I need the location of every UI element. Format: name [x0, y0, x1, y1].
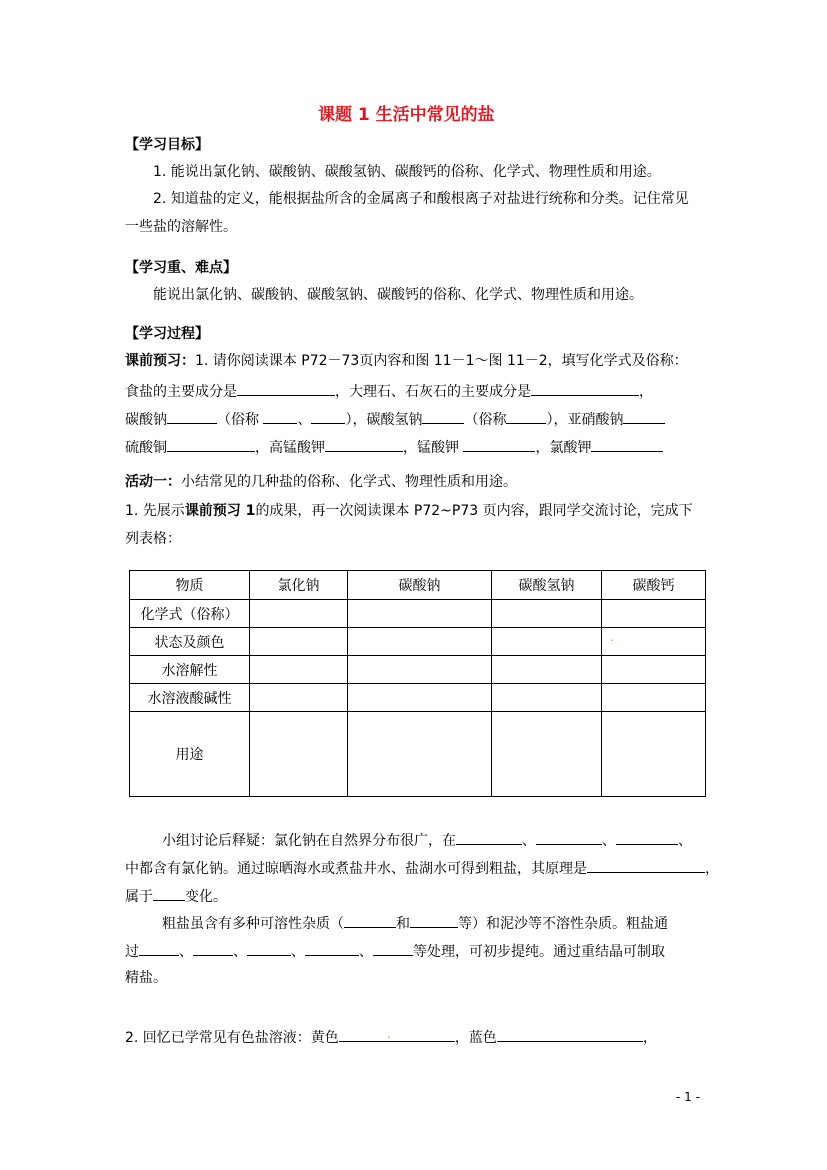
table-cell[interactable]	[602, 656, 706, 684]
answer-blank[interactable]	[263, 409, 297, 424]
text-segment: ，氯酸钾	[535, 440, 592, 456]
answer-blank[interactable]	[305, 941, 359, 956]
key-text: 能说出氯化钠、碳酸钠、碳酸氢钠、碳酸钙的俗称、化学式、物理性质和用途。	[153, 287, 643, 303]
answer-blank[interactable]	[623, 409, 665, 424]
preview-instruction: 1. 请你阅读课本 P72－73页内容和图 11－1～图 11－2，填写化学式及俗称：	[195, 353, 688, 369]
table-cell[interactable]	[492, 712, 602, 797]
text-segment: 等）和泥沙等不溶性杂质。粗盐通	[458, 916, 668, 932]
answer-blank[interactable]	[139, 941, 179, 956]
table-row	[130, 656, 706, 684]
discussion-line-2	[125, 858, 719, 878]
answer-blank[interactable]	[325, 437, 403, 452]
text-segment: 硫酸铜	[125, 440, 167, 456]
table-cell[interactable]	[250, 684, 348, 712]
activity-instruction	[125, 502, 693, 520]
table-row	[130, 712, 706, 797]
text-segment: ），亚硝酸钠	[546, 412, 624, 428]
activity-label: 活动一：	[125, 474, 181, 490]
text-segment: 的成果，再一次阅读课本 P72~P73 页内容，跟同学交流讨论，完成下	[255, 503, 693, 519]
goal-1: 1. 能说出氯化钠、碳酸钠、碳酸氢钠、碳酸钙的俗称、化学式、物理性质和用途。	[153, 164, 661, 180]
table-cell[interactable]	[492, 600, 602, 628]
text-segment: 变化。	[185, 889, 227, 905]
table-cell[interactable]	[492, 656, 602, 684]
text-segment: ，	[639, 384, 653, 400]
table-row	[130, 684, 706, 712]
text-segment: 碳酸钠	[125, 412, 167, 428]
page-title: 课题 1 生活中常见的盐	[318, 105, 495, 125]
answer-blank[interactable]	[536, 830, 602, 845]
table-cell[interactable]	[250, 712, 348, 797]
row-label: 状态及颜色	[130, 628, 250, 656]
discussion-line-3	[125, 886, 227, 906]
table-cell[interactable]	[492, 628, 602, 656]
text-segment: 2. 回忆已学常见有色盐溶液：黄色	[125, 1030, 339, 1046]
discussion-line-6: 精盐。	[125, 970, 167, 986]
recall-line	[125, 1027, 657, 1047]
table-cell[interactable]	[348, 656, 492, 684]
table-cell[interactable]	[250, 628, 348, 656]
answer-blank[interactable]	[463, 437, 535, 452]
answer-blank[interactable]	[167, 437, 255, 452]
table-cell[interactable]	[602, 684, 706, 712]
table-cell[interactable]	[492, 684, 602, 712]
table-header: 碳酸氢钠	[492, 571, 602, 600]
text-segment: 1. 先展示	[125, 503, 185, 519]
answer-blank[interactable]	[339, 1027, 455, 1042]
answer-blank[interactable]	[616, 830, 678, 845]
page-number: - 1 -	[676, 1090, 700, 1104]
goal-2-line-2: 一些盐的溶解性。	[125, 219, 237, 235]
table-cell[interactable]	[250, 656, 348, 684]
answer-blank[interactable]	[410, 913, 458, 928]
table-cell[interactable]	[250, 600, 348, 628]
text-segment: 、	[678, 833, 692, 849]
preview-line-1	[125, 352, 688, 370]
stray-dot: .	[610, 630, 614, 644]
goals-heading: 【学习目标】	[125, 137, 209, 153]
table-cell[interactable]	[348, 712, 492, 797]
table-header: 氯化钠	[250, 571, 348, 600]
text-segment: ，	[705, 861, 719, 877]
table-cell[interactable]	[348, 600, 492, 628]
stray-dot: .	[386, 1027, 391, 1041]
text-segment: （俗称	[464, 412, 507, 428]
text-segment: 等处理，可初步提纯。通过重结晶可制取	[413, 944, 665, 960]
table-header-row	[130, 571, 706, 600]
text-segment: 课前预习 1	[184, 503, 256, 519]
answer-blank[interactable]	[587, 858, 705, 873]
answer-blank[interactable]	[591, 437, 663, 452]
key-heading: 【学习重、难点】	[125, 260, 237, 276]
text-segment: ，高锰酸钾	[255, 440, 325, 456]
table-header: 碳酸钙	[602, 571, 706, 600]
row-label: 用途	[130, 712, 250, 797]
table-row	[130, 628, 706, 656]
text-segment: 小组讨论后释疑：氯化钠在自然界分布很广，在	[162, 833, 456, 849]
answer-blank[interactable]	[237, 381, 335, 396]
row-label: 化学式（俗称）	[130, 600, 250, 628]
discussion-line-4	[162, 913, 668, 933]
text-segment: 、	[291, 944, 305, 960]
preview-label: 课前预习：	[125, 353, 195, 369]
preview-line-3	[125, 409, 665, 429]
answer-blank[interactable]	[247, 941, 291, 956]
answer-blank[interactable]	[311, 409, 345, 424]
text-segment: （俗称	[217, 412, 259, 428]
text-segment: ），碳酸氢钠	[345, 412, 423, 428]
text-segment: 属于	[125, 889, 153, 905]
activity-text: 小结常见的几种盐的俗称、化学式、物理性质和用途。	[181, 474, 517, 490]
table-cell[interactable]	[602, 712, 706, 797]
answer-blank[interactable]	[456, 830, 522, 845]
row-label: 水溶液酸碱性	[130, 684, 250, 712]
text-segment: 、	[297, 412, 312, 428]
salt-properties-table	[129, 570, 706, 797]
table-cell[interactable]	[348, 628, 492, 656]
table-header: 物质	[130, 571, 250, 600]
text-segment: 中都含有氯化钠。通过晾晒海水或煮盐井水、盐湖水可得到粗盐，其原理是	[125, 861, 587, 877]
answer-blank[interactable]	[422, 409, 464, 424]
table-header: 碳酸钠	[348, 571, 492, 600]
goal-2-line-1: 2. 知道盐的定义，能根据盐所含的金属离子和酸根离子对盐进行统称和分类。记住常见	[153, 191, 689, 207]
text-segment: ，	[642, 1030, 657, 1046]
text-segment: ，大理石、石灰石的主要成分是	[335, 384, 531, 400]
text-segment: 粗盐虽含有多种可溶性杂质（	[162, 916, 344, 932]
answer-blank[interactable]	[153, 886, 185, 901]
preview-line-4	[125, 437, 663, 457]
discussion-line-5	[125, 941, 665, 961]
text-segment: 过	[125, 944, 139, 960]
answer-blank[interactable]	[167, 409, 217, 424]
preview-line-2	[125, 381, 653, 401]
row-label: 水溶解性	[130, 656, 250, 684]
text-segment: ，锰酸钾	[403, 440, 459, 456]
table-row	[130, 600, 706, 628]
answer-blank[interactable]	[497, 1027, 643, 1042]
text-segment: 、	[233, 944, 247, 960]
answer-blank[interactable]	[373, 941, 413, 956]
process-heading: 【学习过程】	[125, 326, 209, 342]
table-cell[interactable]	[348, 684, 492, 712]
answer-blank[interactable]	[506, 409, 546, 424]
text-segment: 、	[359, 944, 373, 960]
answer-blank[interactable]	[193, 941, 233, 956]
text-segment: 、	[602, 833, 616, 849]
answer-blank[interactable]	[344, 913, 396, 928]
text-segment: 、	[522, 833, 536, 849]
activity-instruction-cont: 列表格：	[125, 531, 181, 547]
table-cell[interactable]	[602, 600, 706, 628]
text-segment: 、	[179, 944, 193, 960]
text-segment: 和	[396, 916, 410, 932]
answer-blank[interactable]	[531, 381, 639, 396]
text-segment: 食盐的主要成分是	[125, 384, 237, 400]
activity-line	[125, 473, 517, 491]
table-cell[interactable]	[602, 628, 706, 656]
discussion-line-1	[162, 830, 692, 850]
text-segment: ，蓝色	[454, 1030, 497, 1046]
